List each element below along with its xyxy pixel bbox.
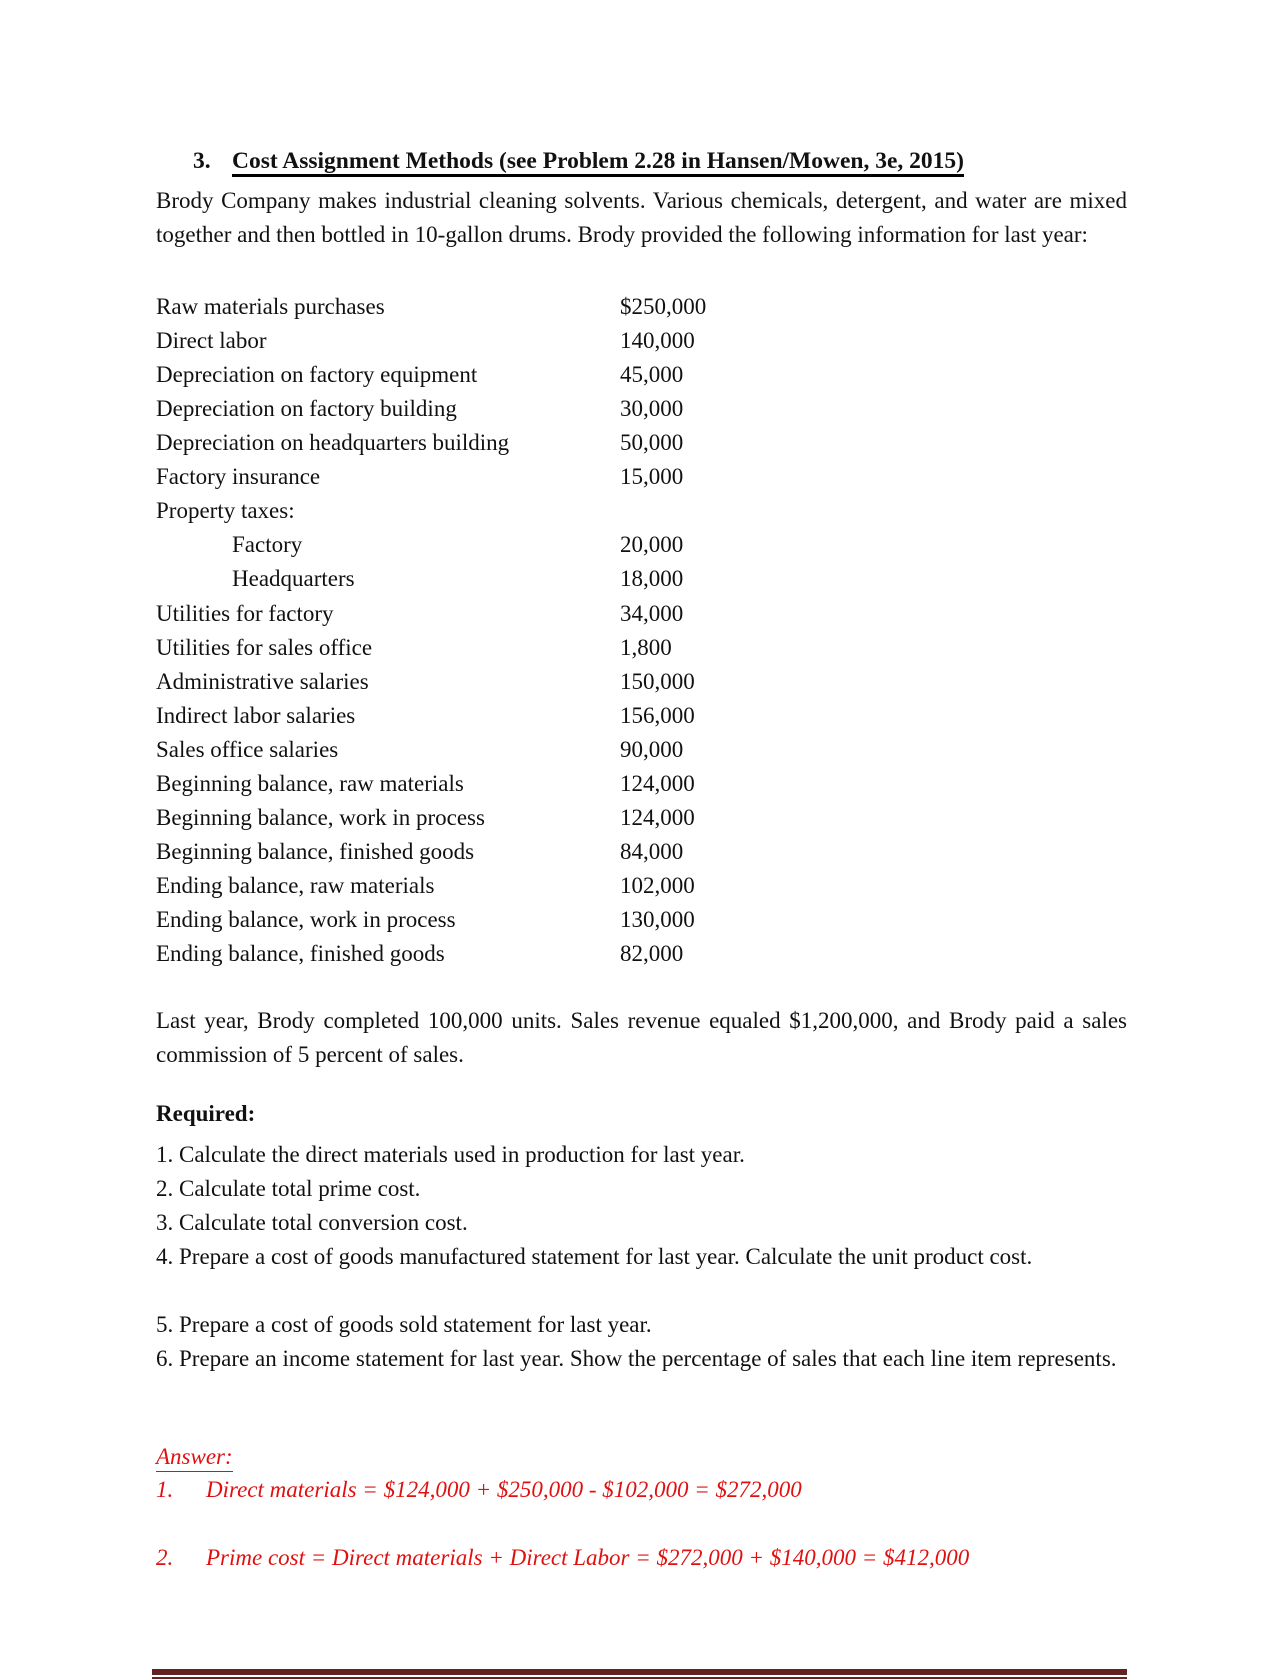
answer-number: 2. [156, 1545, 174, 1570]
section-heading [193, 148, 964, 175]
item-value: 30,000 [620, 396, 684, 421]
item-value: 82,000 [620, 941, 684, 966]
item-value: 34,000 [620, 601, 684, 626]
answer-number: 1. [156, 1477, 174, 1502]
item-label: Factory insurance [156, 464, 321, 489]
item-label: Ending balance, finished goods [156, 941, 445, 966]
item-label: Factory [232, 532, 303, 557]
item-value: $250,000 [620, 294, 707, 319]
item-label: Raw materials purchases [156, 294, 385, 319]
item-label: Ending balance, raw materials [156, 873, 435, 898]
item-label: Direct labor [156, 328, 267, 353]
item-label: Indirect labor salaries [156, 703, 356, 728]
item-value: 156,000 [620, 703, 695, 728]
item-label: Ending balance, work in process [156, 907, 456, 932]
item-value: 45,000 [620, 362, 684, 387]
item-value: 140,000 [620, 328, 695, 353]
item-value: 18,000 [620, 566, 684, 591]
required-item: 6. Prepare an income statement for last year. Show the percentage of sales that each line item represents. [156, 1346, 1117, 1371]
footer-rule-thin [152, 1677, 1127, 1679]
answer-line [156, 1477, 802, 1503]
item-value: 84,000 [620, 839, 684, 864]
heading-title: Cost Assignment Methods (see Problem 2.28 in Hansen/Mowen, 3e, 2015) [232, 148, 964, 177]
item-value: 1,800 [620, 635, 672, 660]
item-label: Depreciation on factory equipment [156, 362, 478, 387]
required-item: 1. Calculate the direct materials used in production for last year. [156, 1142, 745, 1167]
item-value: 15,000 [620, 464, 684, 489]
item-value: 20,000 [620, 532, 684, 557]
item-label: Utilities for factory [156, 601, 334, 626]
item-label: Beginning balance, raw materials [156, 771, 464, 796]
item-label: Property taxes: [156, 498, 295, 523]
required-heading: Required: [156, 1101, 256, 1126]
item-value: 130,000 [620, 907, 695, 932]
item-label: Depreciation on headquarters building [156, 430, 510, 455]
item-label: Beginning balance, work in process [156, 805, 485, 830]
item-value: 102,000 [620, 873, 695, 898]
intro-paragraph: Brody Company makes industrial cleaning solvents. Various chemicals, detergent, and water are mixed together and then bottled in 10-gallon drums. Brody provided the following information for last year: [156, 188, 1127, 247]
required-item: 4. Prepare a cost of goods manufactured statement for last year. Calculate the unit product cost. [156, 1244, 1033, 1269]
required-item: 2. Calculate total prime cost. [156, 1176, 421, 1201]
answer-heading: Answer: [156, 1444, 233, 1472]
item-value: 124,000 [620, 771, 695, 796]
item-label: Sales office salaries [156, 737, 339, 762]
answer-text: Prime cost = Direct materials + Direct Labor = $272,000 + $140,000 = $412,000 [206, 1545, 970, 1570]
answer-line [156, 1545, 969, 1571]
required-item: 3. Calculate total conversion cost. [156, 1210, 468, 1235]
required-item: 5. Prepare a cost of goods sold statement for last year. [156, 1312, 652, 1337]
footer-rule-thick [152, 1669, 1127, 1675]
item-value: 90,000 [620, 737, 684, 762]
item-label: Administrative salaries [156, 669, 369, 694]
item-value: 50,000 [620, 430, 684, 455]
item-label: Headquarters [232, 566, 355, 591]
answer-text: Direct materials = $124,000 + $250,000 - $102,000 = $272,000 [206, 1477, 802, 1502]
heading-number: 3. [193, 148, 211, 174]
item-label: Utilities for sales office [156, 635, 373, 660]
item-value: 150,000 [620, 669, 695, 694]
item-label: Beginning balance, finished goods [156, 839, 475, 864]
item-value: 124,000 [620, 805, 695, 830]
sales-paragraph: Last year, Brody completed 100,000 units. Sales revenue equaled $1,200,000, and Brody paid a sales commission of 5 percent of sales. [156, 1008, 1127, 1067]
item-label: Depreciation on factory building [156, 396, 457, 421]
